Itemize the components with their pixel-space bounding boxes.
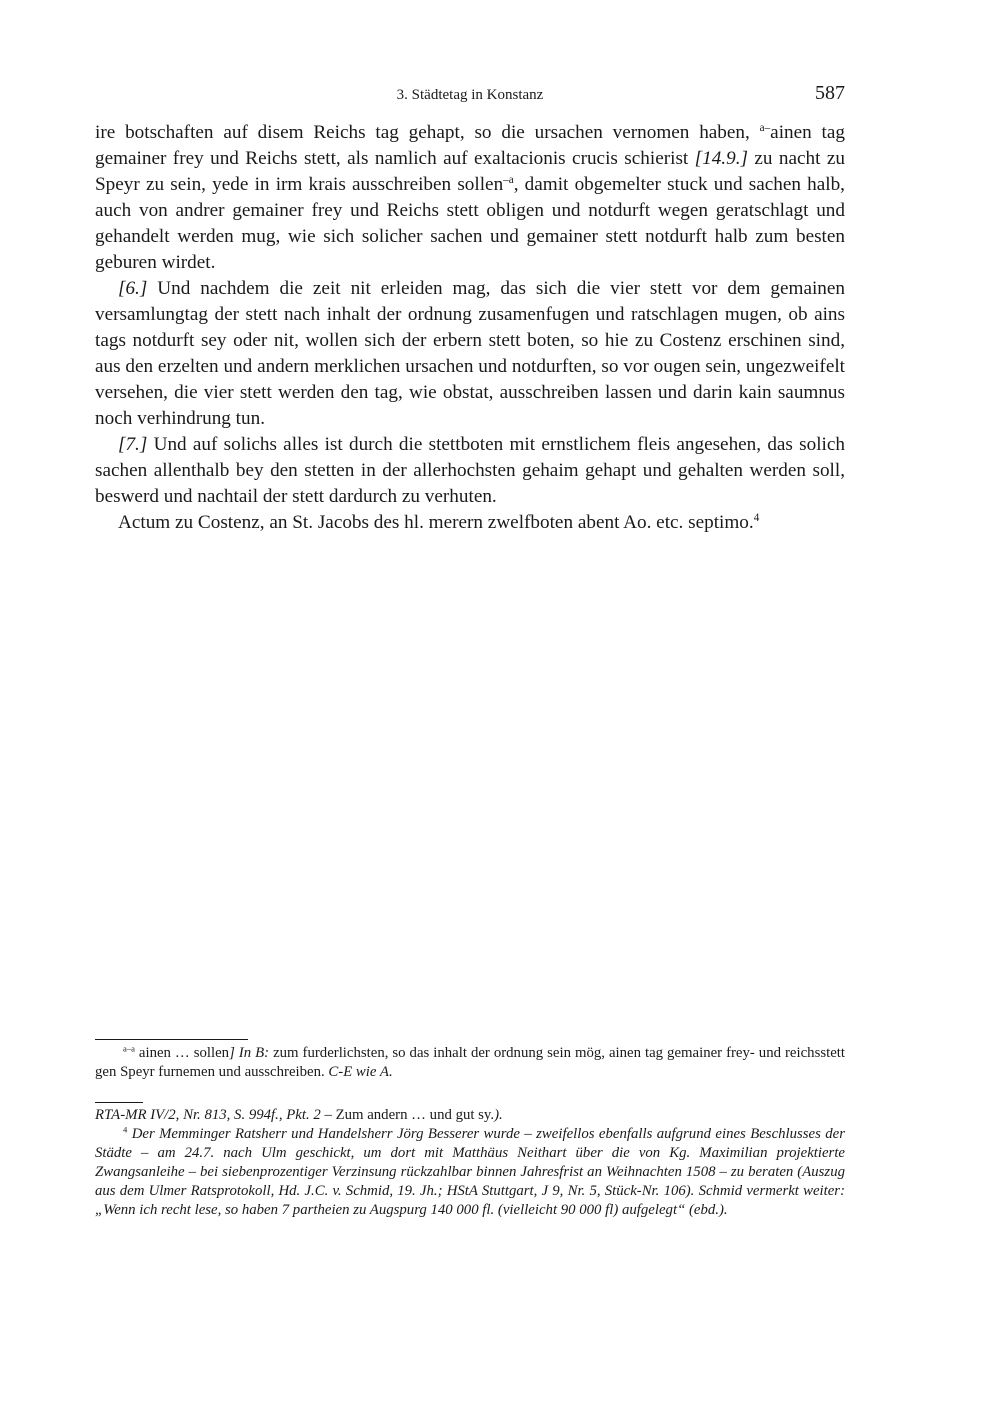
closing-line: Actum zu Costenz, an St. Jacobs des hl. merern zwelfboten abent Ao. etc. septimo.$^4$ <box>118 512 760 533</box>
apparatus-mark-close: –a <box>503 174 514 187</box>
apparatus-footnote: $^{a-a}$ ainen … sollen] In B: zum furderlichsten, so das inhalt der ordnung sein mög, ainen tag gemainer frey- und reichsstett gen Speyr furnemen und ausschreiben. C-E wie A. <box>95 1043 845 1080</box>
footnote-continuation: RTA-MR IV/2, Nr. 813, S. 994f., Pkt. 2 – Zum andern … und gut sy.). <box>95 1107 503 1123</box>
paragraph-number: [6.] <box>118 278 148 299</box>
apparatus-footnote-mark: a–a <box>123 1043 135 1054</box>
footnote-4-number: 4 <box>123 1124 128 1135</box>
paragraph-7: [7.] Und auf solichs alles ist durch die stettboten mit ernstlichem fleis angesehen, das solich sachen allenthalb bey den stetten in der allerhochsten gehaim gehapt und gehalten werden soll, beswerd und nachtail der stett dardurch zu verhuten. <box>95 434 845 507</box>
date-annotation: [14.9.] <box>694 148 748 169</box>
main-text <box>95 120 845 536</box>
footnote-ref-4: 4 <box>753 512 760 525</box>
footnote-4: $^4$ Der Memminger Ratsherr und Handelsherr Jörg Besserer wurde – zweifellos ebenfalls aufgrund eines Beschlusses der Städte – am 24.7. nach Ulm geschickt, um dort mit Matthäus Neithart über die von Kg. Maximilian projektierte Zwangsanleihe – bei siebenprozentiger Verzinsung rückzahlbar binnen Jahresfrist an Weihnachten 1508 – zu beraten (Auszug aus dem Ulmer Ratsprotokoll, Hd. J.C. v. Schmid, 19. Jh.; HStA Stuttgart, J 9, Nr. 5, Stück-Nr. 106). Schmid vermerkt weiter: „Wenn ich recht lese, so haben 7 partheien zu Augspurg 140 000 fl. (vielleicht 90 000 fl) aufgelegt“ (ebd.). <box>95 1124 845 1218</box>
paragraph-5-continuation: ire botschaften auf disem Reichs tag gehapt, so die ursachen vernomen haben, $^{a-}$ainen tag gemainer frey und Reichs stett, als namlich auf exaltacionis crucis schierist [14.9.] zu nacht zu Speyr zu sein, yede in irm krais ausschreiben sollen$^{-a}$, damit obgemelter stuck und sachen halb, auch von andrer gemainer frey und Reichs stett obligen und notdurft wegen geratschlagt und gehandelt werden mug, wie sich solicher sachen und gemainer stett notdurft halb zum besten geburen wirdet. <box>95 122 845 273</box>
footnote-rule-notes <box>95 1102 143 1103</box>
apparatus-mark-open: a– <box>759 122 771 135</box>
page-number: 587 <box>815 82 845 104</box>
running-title: 3. Städtetag in Konstanz <box>396 87 544 103</box>
paragraph-6: [6.] Und nachdem die zeit nit erleiden mag, das sich die vier stett vor dem gemainen versamlungtag der stett nach inhalt der ordnung zusamenfugen und ratschlagen mugen, ob ains tags notdurft sey oder nit, wollen sich der erbern stett boten, so hie zu Costenz erschinen sind, aus den erzelten und andern merklichen ursachen und notdurften, so vor ougen sein, ungezweifelt versehen, die vier stett werden den tag, wie obstat, ausschreiben lassen und darin kain saumnus noch verhindrung tun. <box>95 278 845 429</box>
footnote-rule-apparatus <box>95 1039 248 1040</box>
paragraph-number: [7.] <box>118 434 148 455</box>
page-header <box>95 82 845 108</box>
commentary-footnotes <box>95 1106 845 1220</box>
